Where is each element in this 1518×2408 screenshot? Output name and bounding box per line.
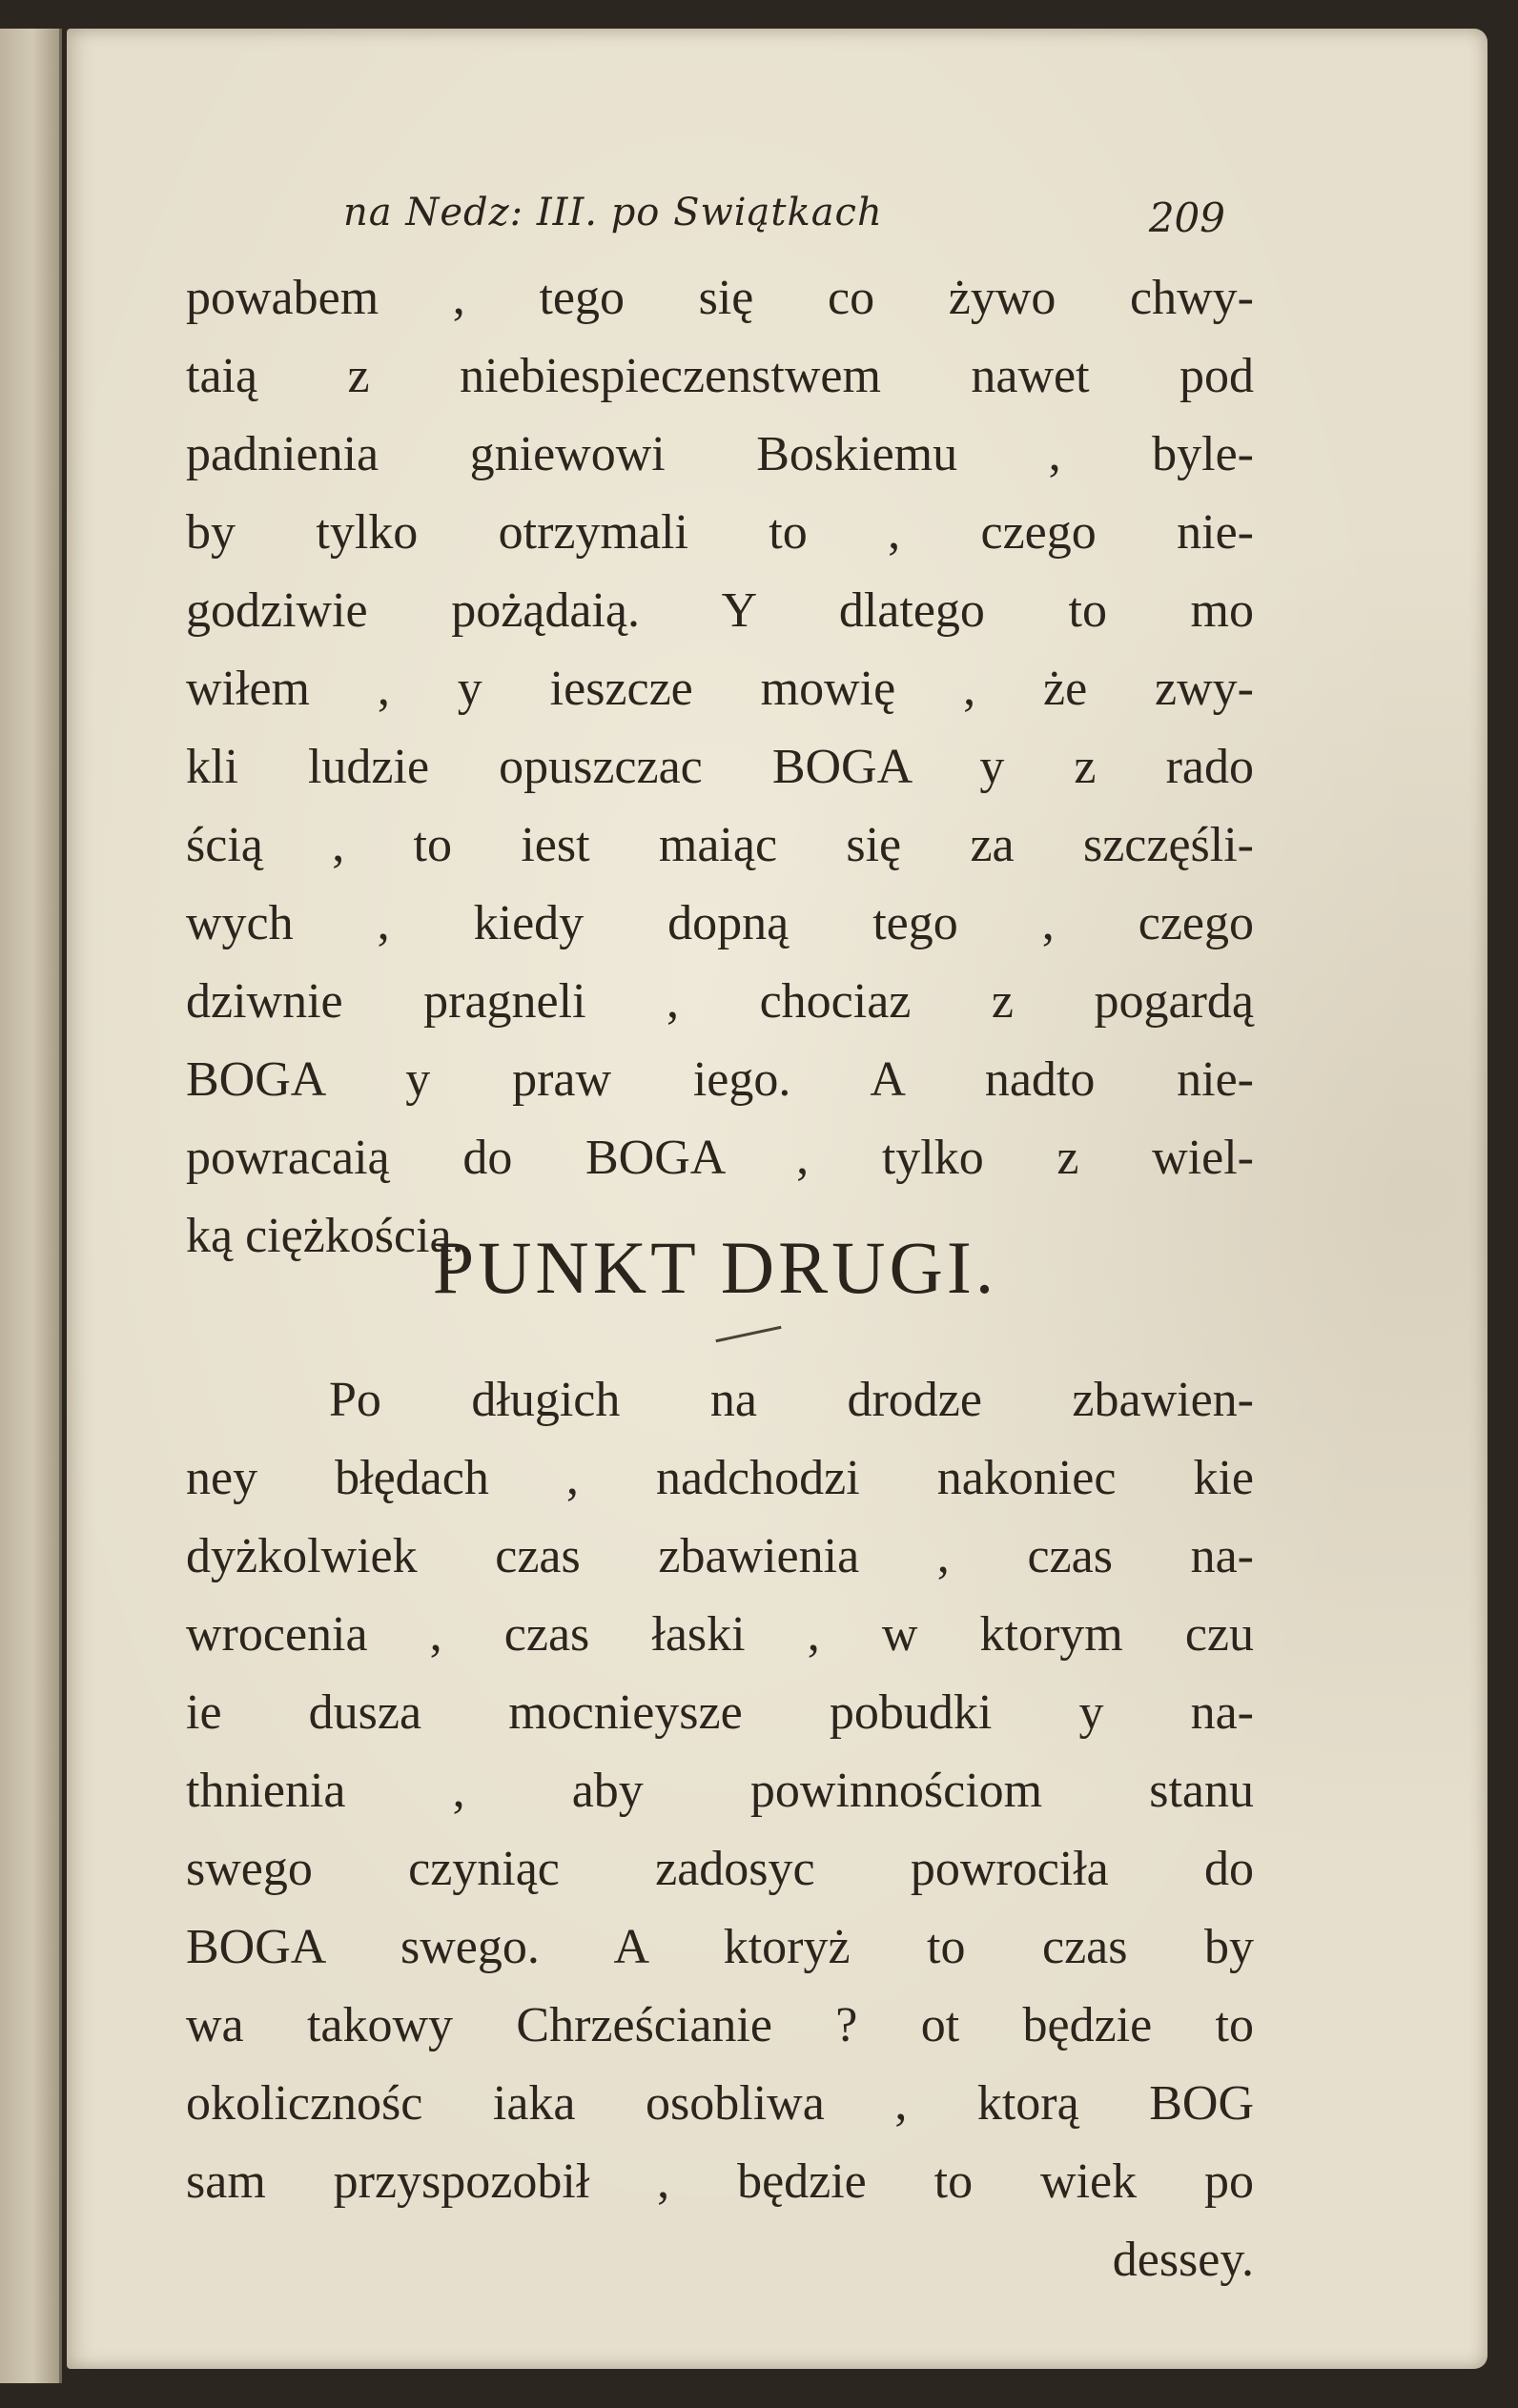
text-line: powracaią do BOGA , tylko z wiel- bbox=[186, 1131, 1254, 1185]
text-line: taią z niebiespieczenstwem nawet pod bbox=[186, 349, 1254, 403]
paragraph-2 bbox=[186, 1361, 1254, 2299]
text-line: BOGA y praw iego. A nadto nie- bbox=[186, 1052, 1254, 1107]
page-number: 209 bbox=[1148, 194, 1225, 241]
text-line: wa takowy Chrześcianie ? ot będzie to bbox=[186, 1998, 1254, 2052]
text-line: ie dusza mocnieysze pobudki y na- bbox=[186, 1685, 1254, 1740]
text-line: by tylko otrzymali to , czego nie- bbox=[186, 505, 1254, 560]
left-page-edge bbox=[0, 29, 62, 2383]
section-heading: PUNKT DRUGI. bbox=[432, 1226, 998, 1309]
text-line: ścią , to iest maiąc się za szczęśli- bbox=[186, 818, 1254, 872]
text-line: wiłem , y ieszcze mowię , że zwy- bbox=[186, 662, 1254, 716]
text-line: okolicznośc iaka osobliwa , ktorą BOG bbox=[186, 2076, 1254, 2131]
text-line: powabem , tego się co żywo chwy- bbox=[186, 271, 1254, 325]
running-title: na Nedz: III. po Swiątkach bbox=[343, 191, 883, 235]
text-line: dyżkolwiek czas zbawienia , czas na- bbox=[186, 1529, 1254, 1583]
text-line: kli ludzie opuszczac BOGA y z rado bbox=[186, 740, 1254, 794]
text-line: godziwie pożądaią. Y dlatego to mo bbox=[186, 583, 1254, 638]
text-line: ką ciężkością. bbox=[186, 1209, 464, 1263]
text-line: sam przyspozobił , będzie to wiek po bbox=[186, 2154, 1254, 2209]
text-line: wrocenia , czas łaski , w ktorym czu bbox=[186, 1607, 1254, 1662]
text-line: thnienia , aby powinnościom stanu bbox=[186, 1764, 1254, 1818]
catchword: dessey. bbox=[1112, 2233, 1254, 2287]
text-line: Po długich na drodze zbawien- bbox=[329, 1373, 1254, 1427]
text-line: padnienia gniewowi Boskiemu , byle- bbox=[186, 427, 1254, 481]
text-line: BOGA swego. A ktoryż to czas by bbox=[186, 1920, 1254, 1974]
text-line: wych , kiedy dopną tego , czego bbox=[186, 896, 1254, 950]
paragraph-1 bbox=[186, 229, 1254, 1275]
text-line: dziwnie pragneli , chociaz z pogardą bbox=[186, 974, 1254, 1029]
text-line: ney błędach , nadchodzi nakoniec kie bbox=[186, 1451, 1254, 1505]
text-line: swego czyniąc zadosyc powrociła do bbox=[186, 1842, 1254, 1896]
